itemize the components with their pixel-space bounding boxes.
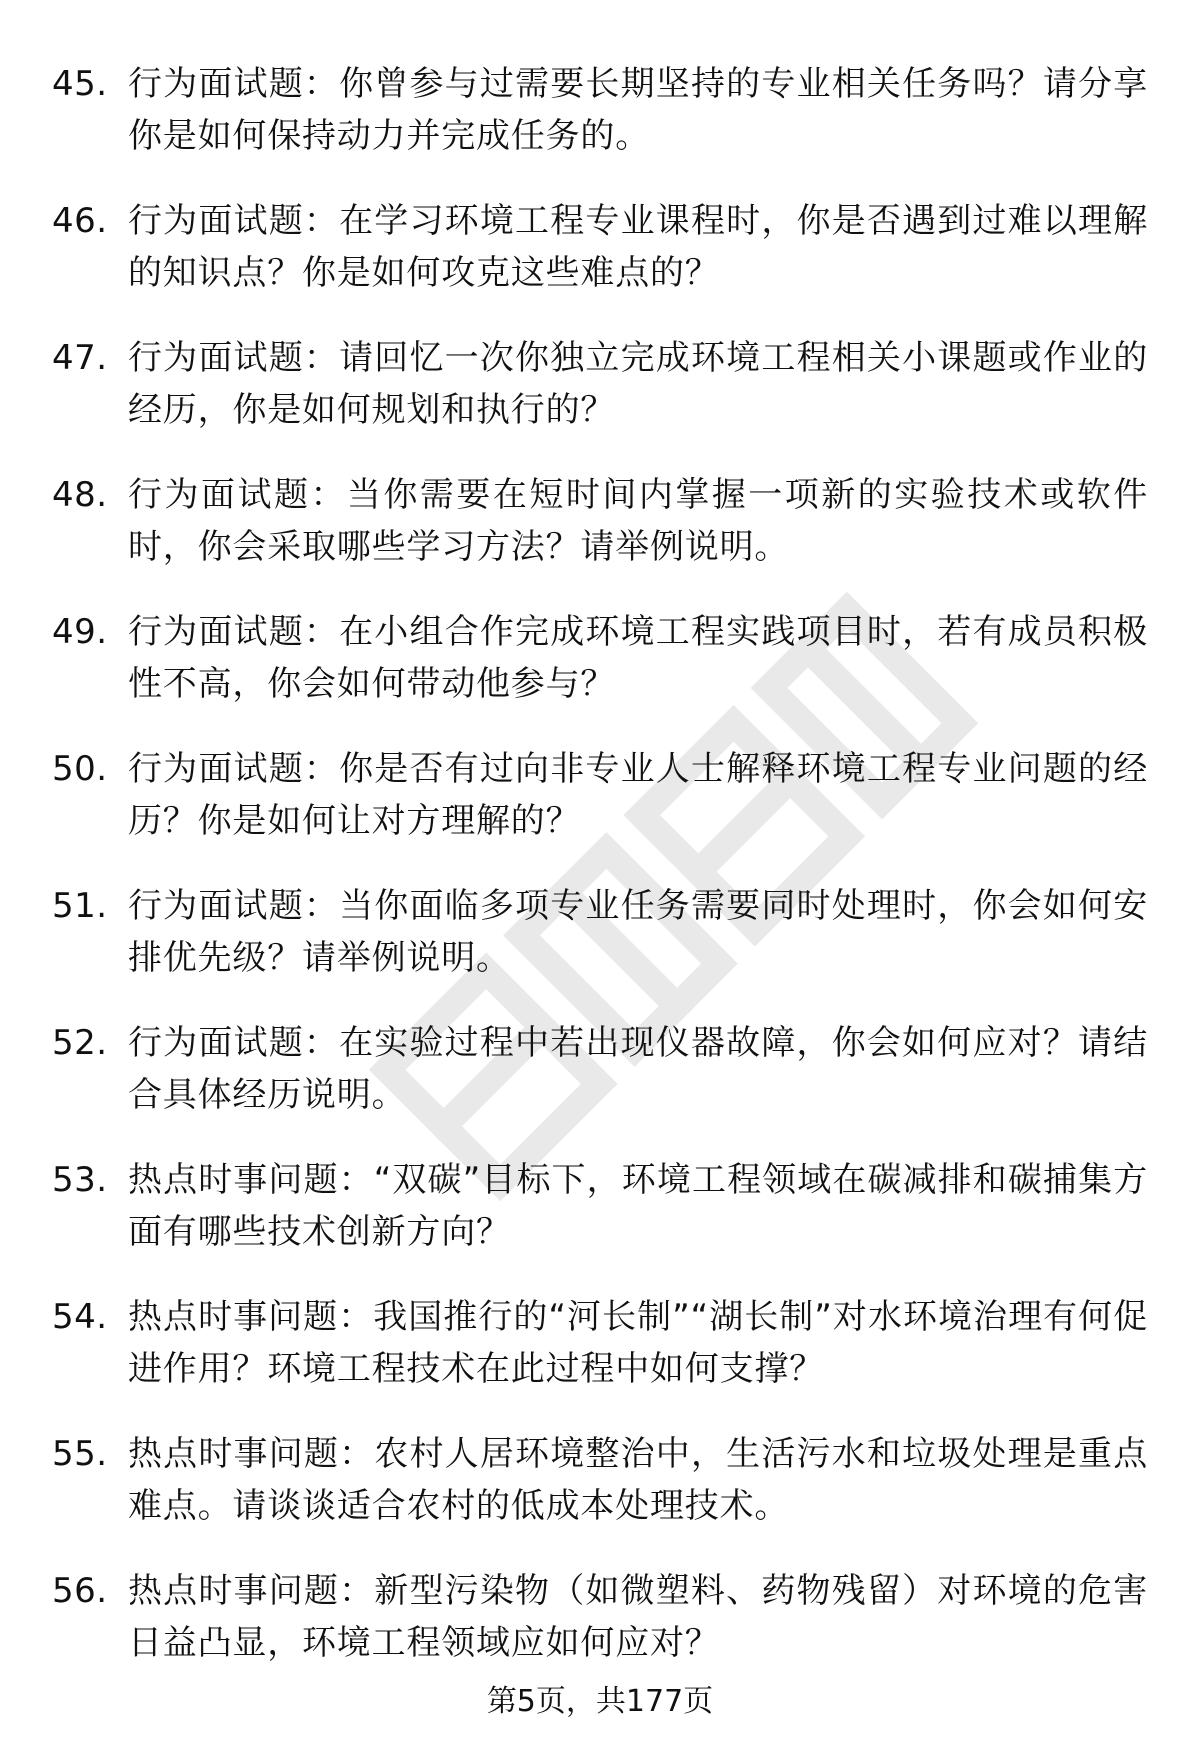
question-number: 49. <box>52 612 108 652</box>
question-number: 45. <box>52 64 108 104</box>
question-text: 行为面试题：在小组合作完成环境工程实践项目时，若有成员积极性不高，你会如何带动他参与？ <box>128 612 1148 704</box>
question-text: 行为面试题：请回忆一次你独立完成环境工程相关小课题或作业的经历，你是如何规划和执行的？ <box>128 338 1148 430</box>
list-item <box>0 1154 1200 1291</box>
page-number-footer: 第5页，共177页 <box>486 1684 714 1719</box>
question-text: 热点时事问题：农村人居环境整治中，生活污水和垃圾处理是重点难点。请谈谈适合农村的低成本处理技术。 <box>128 1434 1148 1526</box>
list-item <box>0 1428 1200 1565</box>
list-item <box>0 880 1200 1017</box>
question-text: 行为面试题：你曾参与过需要长期坚持的专业相关任务吗？请分享你是如何保持动力并完成任务的。 <box>128 64 1148 156</box>
question-number: 48. <box>52 475 108 515</box>
question-number: 46. <box>52 201 108 241</box>
list-item <box>0 743 1200 880</box>
question-number: 55. <box>52 1434 108 1474</box>
list-item <box>0 58 1200 195</box>
question-text: 热点时事问题：“双碳”目标下，环境工程领域在碳减排和碳捕集方面有哪些技术创新方向？ <box>128 1160 1148 1252</box>
question-number: 53. <box>52 1160 108 1200</box>
question-list <box>0 58 1200 1702</box>
list-item <box>0 332 1200 469</box>
question-text: 行为面试题：在实验过程中若出现仪器故障，你会如何应对？请结合具体经历说明。 <box>128 1023 1148 1115</box>
list-item <box>0 469 1200 606</box>
question-text: 热点时事问题：我国推行的“河长制”“湖长制”对水环境治理有何促进作用？环境工程技术在此过程中如何支撑？ <box>128 1297 1148 1389</box>
question-number: 54. <box>52 1297 108 1337</box>
list-item <box>0 1291 1200 1428</box>
question-text: 行为面试题：你是否有过向非专业人士解释环境工程专业问题的经历？你是如何让对方理解的？ <box>128 749 1148 841</box>
question-text: 行为面试题：当你面临多项专业任务需要同时处理时，你会如何安排优先级？请举例说明。 <box>128 886 1148 978</box>
list-item <box>0 606 1200 743</box>
question-text: 热点时事问题：新型污染物（如微塑料、药物残留）对环境的危害日益凸显，环境工程领域应如何应对？ <box>128 1571 1148 1663</box>
question-number: 56. <box>52 1571 108 1611</box>
question-number: 47. <box>52 338 108 378</box>
question-number: 50. <box>52 749 108 789</box>
list-item <box>0 1017 1200 1154</box>
list-item <box>0 195 1200 332</box>
question-text: 行为面试题：在学习环境工程专业课程时，你是否遇到过难以理解的知识点？你是如何攻克这些难点的？ <box>128 201 1148 293</box>
question-number: 51. <box>52 886 108 926</box>
question-text: 行为面试题：当你需要在短时间内掌握一项新的实验技术或软件时，你会采取哪些学习方法？请举例说明。 <box>128 475 1148 567</box>
question-number: 52. <box>52 1023 108 1063</box>
